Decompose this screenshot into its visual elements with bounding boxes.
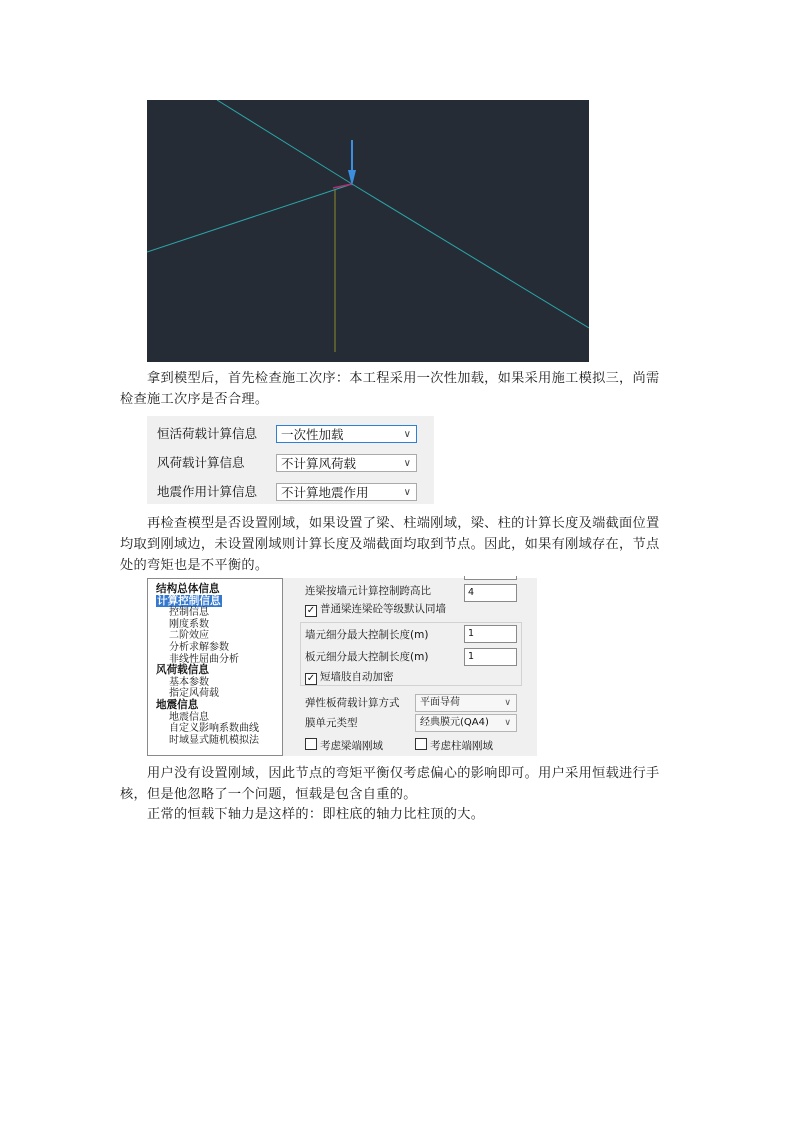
- tree-item-custom-curve[interactable]: 自定义影响系数曲线: [169, 723, 259, 735]
- beam-rigid-option: [305, 738, 383, 753]
- column-rigid-option: [415, 738, 493, 753]
- beam-wall-ratio-label: 连梁按墙元计算控制跨高比: [305, 585, 431, 597]
- chevron-down-icon: ∨: [403, 429, 411, 440]
- beam-rigid-label: 考虑梁端刚域: [320, 740, 383, 752]
- paragraph-line: 拿到模型后，首先检查施工次序：本工程采用一次性加载，如果采用施工模拟三，尚需: [147, 371, 660, 386]
- tree-item-time-domain[interactable]: 时域显式随机模拟法: [169, 734, 259, 746]
- paragraph-axial-force: [120, 804, 673, 825]
- paragraph-line: 均取到刚域边，未设置刚域则计算长度及端截面均取到节点。因此，如果有刚域存在，节点: [120, 537, 660, 552]
- membrane-type-select[interactable]: [415, 714, 517, 732]
- default-wall-grade-label: 普通梁连梁砼等级默认同墙: [320, 603, 446, 615]
- paragraph-line: 处的弯矩也是不平衡的。: [120, 558, 269, 573]
- load-arrow-head: [348, 170, 356, 186]
- tree-item-calc-control[interactable]: [148, 596, 282, 608]
- slab-load-method-label: 弹性板荷载计算方式: [305, 697, 400, 709]
- membrane-type-value: 经典膜元(QA4): [420, 717, 489, 728]
- column-rigid-label: 考虑柱端刚域: [430, 740, 493, 752]
- model-view-svg: [147, 100, 589, 362]
- slab-mesh-label: 板元细分最大控制长度(m): [305, 651, 429, 663]
- beam-rigid-checkbox[interactable]: [305, 738, 317, 750]
- paragraph-dead-load-note: [120, 763, 673, 805]
- beam-wall-ratio-input[interactable]: 4: [464, 584, 517, 602]
- tree-item-seismic-info[interactable]: 地震信息: [169, 711, 209, 723]
- paragraph-line: 核，但是他忽略了一个问题，恒载是包含自重的。: [120, 787, 417, 802]
- slab-mesh-input[interactable]: 1: [464, 648, 517, 666]
- wind-load-select[interactable]: [276, 454, 417, 472]
- load-settings-panel: [147, 416, 434, 504]
- column-rigid-checkbox[interactable]: [415, 738, 427, 750]
- seismic-label: 地震作用计算信息: [157, 484, 258, 499]
- slab-load-method-select[interactable]: [415, 694, 517, 712]
- tree-item-basic-params[interactable]: 基本参数: [169, 676, 209, 688]
- paragraph-line: 检查施工次序是否合理。: [120, 392, 269, 407]
- wall-mesh-label: 墙元细分最大控制长度(m): [305, 629, 429, 641]
- calc-control-panel: [147, 578, 537, 756]
- tree-item-buckling[interactable]: 非线性屈曲分析: [169, 653, 239, 665]
- default-wall-grade-option: [305, 602, 446, 617]
- tree-item-second-order[interactable]: 二阶效应: [169, 630, 209, 642]
- tree-item-solver[interactable]: 分析求解参数: [169, 641, 229, 653]
- tree-item-specified-wind[interactable]: 指定风荷载: [169, 688, 219, 700]
- tree-item-label: 计算控制信息: [157, 594, 221, 607]
- paragraph-line: 正常的恒载下轴力是这样的：即柱底的轴力比柱顶的大。: [147, 807, 485, 822]
- settings-tree: [147, 578, 283, 756]
- seismic-value: 不计算地震作用: [281, 485, 369, 500]
- short-wall-label: 短墙肢自动加密: [320, 671, 394, 683]
- wind-load-label: 风荷载计算信息: [157, 455, 245, 470]
- beam-line-left: [147, 184, 352, 252]
- model-viewport: [147, 100, 589, 362]
- paragraph-rigid-zone: [120, 513, 673, 576]
- dead-live-load-value: 一次性加载: [281, 427, 344, 442]
- dead-live-load-select[interactable]: [276, 425, 417, 443]
- tree-item-wind[interactable]: 风荷载信息: [156, 664, 209, 677]
- wall-mesh-input[interactable]: 1: [464, 625, 517, 643]
- chevron-down-icon: ∨: [403, 487, 411, 498]
- beam-line-upper: [217, 100, 352, 184]
- membrane-type-label: 膜单元类型: [305, 717, 358, 729]
- tree-item-general[interactable]: 结构总体信息: [156, 583, 220, 595]
- tree-item-control-info[interactable]: 控制信息: [169, 607, 209, 619]
- short-wall-option: [305, 670, 394, 685]
- seismic-select[interactable]: [276, 483, 417, 501]
- default-wall-grade-checkbox[interactable]: ✓: [306, 605, 316, 616]
- chevron-down-icon: ∨: [403, 458, 411, 469]
- short-wall-checkbox[interactable]: ✓: [306, 673, 316, 684]
- beam-line-lower-right: [352, 184, 589, 328]
- wind-load-value: 不计算风荷载: [281, 456, 357, 471]
- paragraph-construction-sequence: [120, 368, 673, 410]
- tree-item-stiffness[interactable]: 刚度系数: [169, 618, 209, 630]
- clipped-input-fragment: [464, 576, 517, 580]
- tree-item-seismic[interactable]: 地震信息: [156, 698, 199, 711]
- dead-live-load-label: 恒活荷载计算信息: [157, 426, 258, 441]
- chevron-down-icon: ∨: [504, 718, 511, 728]
- chevron-down-icon: ∨: [504, 698, 511, 708]
- paragraph-line: 用户没有设置刚域，因此节点的弯矩平衡仅考虑偏心的影响即可。用户采用恒载进行手: [147, 766, 660, 781]
- slab-load-method-value: 平面导荷: [420, 697, 460, 708]
- paragraph-line: 再检查模型是否设置刚域，如果设置了梁、柱端刚域，梁、柱的计算长度及端截面位置: [147, 516, 660, 531]
